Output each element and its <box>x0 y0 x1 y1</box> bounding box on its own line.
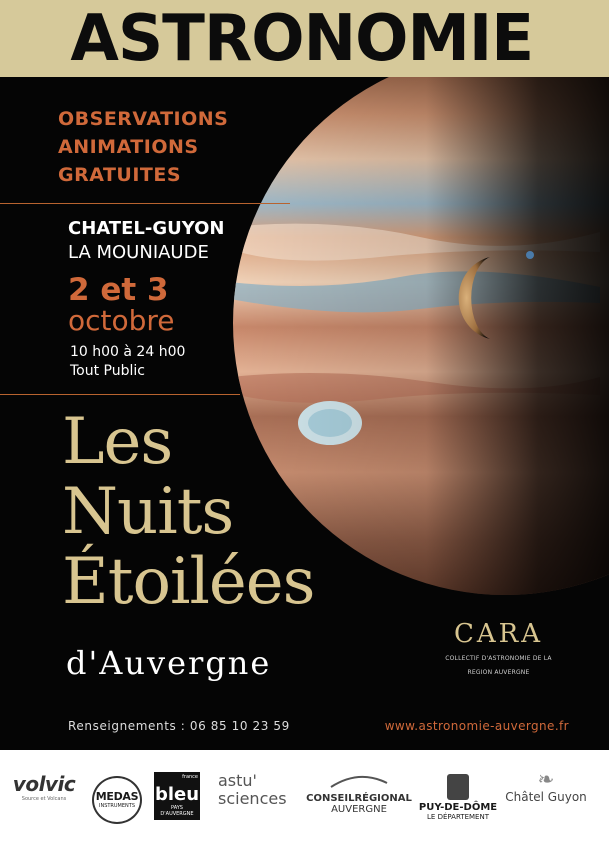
cara-wordmark: CARA <box>453 619 544 649</box>
astu-line2: sciences <box>218 789 287 808</box>
sponsor-strip <box>0 750 609 847</box>
event-days: 2 et 3 <box>68 272 169 308</box>
event-title <box>62 407 315 617</box>
france-bleu-logo <box>154 772 200 820</box>
astu-sciences-logo <box>218 772 294 808</box>
event-venue: LA MOUNIAUDE <box>68 242 209 263</box>
medas-logo <box>92 776 142 824</box>
event-city: CHATEL-GUYON <box>68 218 225 239</box>
volvic-name: volvic <box>12 772 76 796</box>
title-line-etoilees: Étoilées <box>62 545 315 619</box>
feature-animations: ANIMATIONS <box>58 136 199 158</box>
volvic-logo <box>8 772 80 802</box>
chatel-guyon-logo <box>494 768 598 804</box>
region-line1: CONSEILRÉGIONAL <box>306 793 412 804</box>
bleu-tag: france <box>182 774 198 780</box>
top-banner <box>0 0 609 77</box>
main-panel <box>0 77 609 750</box>
feature-gratuites: GRATUITES <box>58 164 182 186</box>
feature-observations: OBSERVATIONS <box>58 108 229 130</box>
region-line2: AUVERGNE <box>331 804 387 815</box>
puy-de-dome-logo <box>418 774 498 821</box>
title-line-nuits: Nuits <box>62 475 234 549</box>
title-subtitle: d'Auvergne <box>66 644 272 682</box>
medas-tag: INSTRUMENTS <box>98 803 136 809</box>
title-line-les: Les <box>62 405 173 479</box>
fountain-icon: ❧ <box>537 767 555 791</box>
divider-bottom <box>0 394 240 395</box>
volvic-tag: Source et Volcans <box>21 796 67 802</box>
chatel-name: Châtel Guyon <box>505 790 587 804</box>
pdd-sub: LE DÉPARTEMENT <box>427 813 489 821</box>
event-month: octobre <box>68 304 175 337</box>
cara-logo <box>441 595 556 679</box>
feature-list <box>58 105 228 189</box>
cara-tagline-2: REGION AUVERGNE <box>467 669 530 676</box>
region-swoosh-icon <box>329 775 389 789</box>
pdd-name: PUY-DE-DÔME <box>418 802 498 813</box>
event-audience: Tout Public <box>70 363 145 379</box>
divider-top <box>0 203 290 204</box>
conseil-regional-logo <box>302 774 416 815</box>
event-hours: 10 h00 à 24 h00 <box>70 344 186 360</box>
contact-phone: Renseignements : 06 85 10 23 59 <box>68 719 290 733</box>
banner-title: ASTRONOMIE <box>70 2 534 76</box>
bleu-name: bleu <box>154 784 200 805</box>
cara-tagline-1: COLLECTIF D'ASTRONOMIE DE LA <box>445 655 552 662</box>
website-link[interactable]: www.astronomie-auvergne.fr <box>384 719 569 733</box>
bleu-sub: PAYS D'AUVERGNE <box>160 805 194 817</box>
medas-name: MEDAS <box>95 790 139 803</box>
astu-line1: astu' <box>218 771 257 790</box>
event-info <box>68 217 224 380</box>
tree-icon <box>447 774 469 800</box>
